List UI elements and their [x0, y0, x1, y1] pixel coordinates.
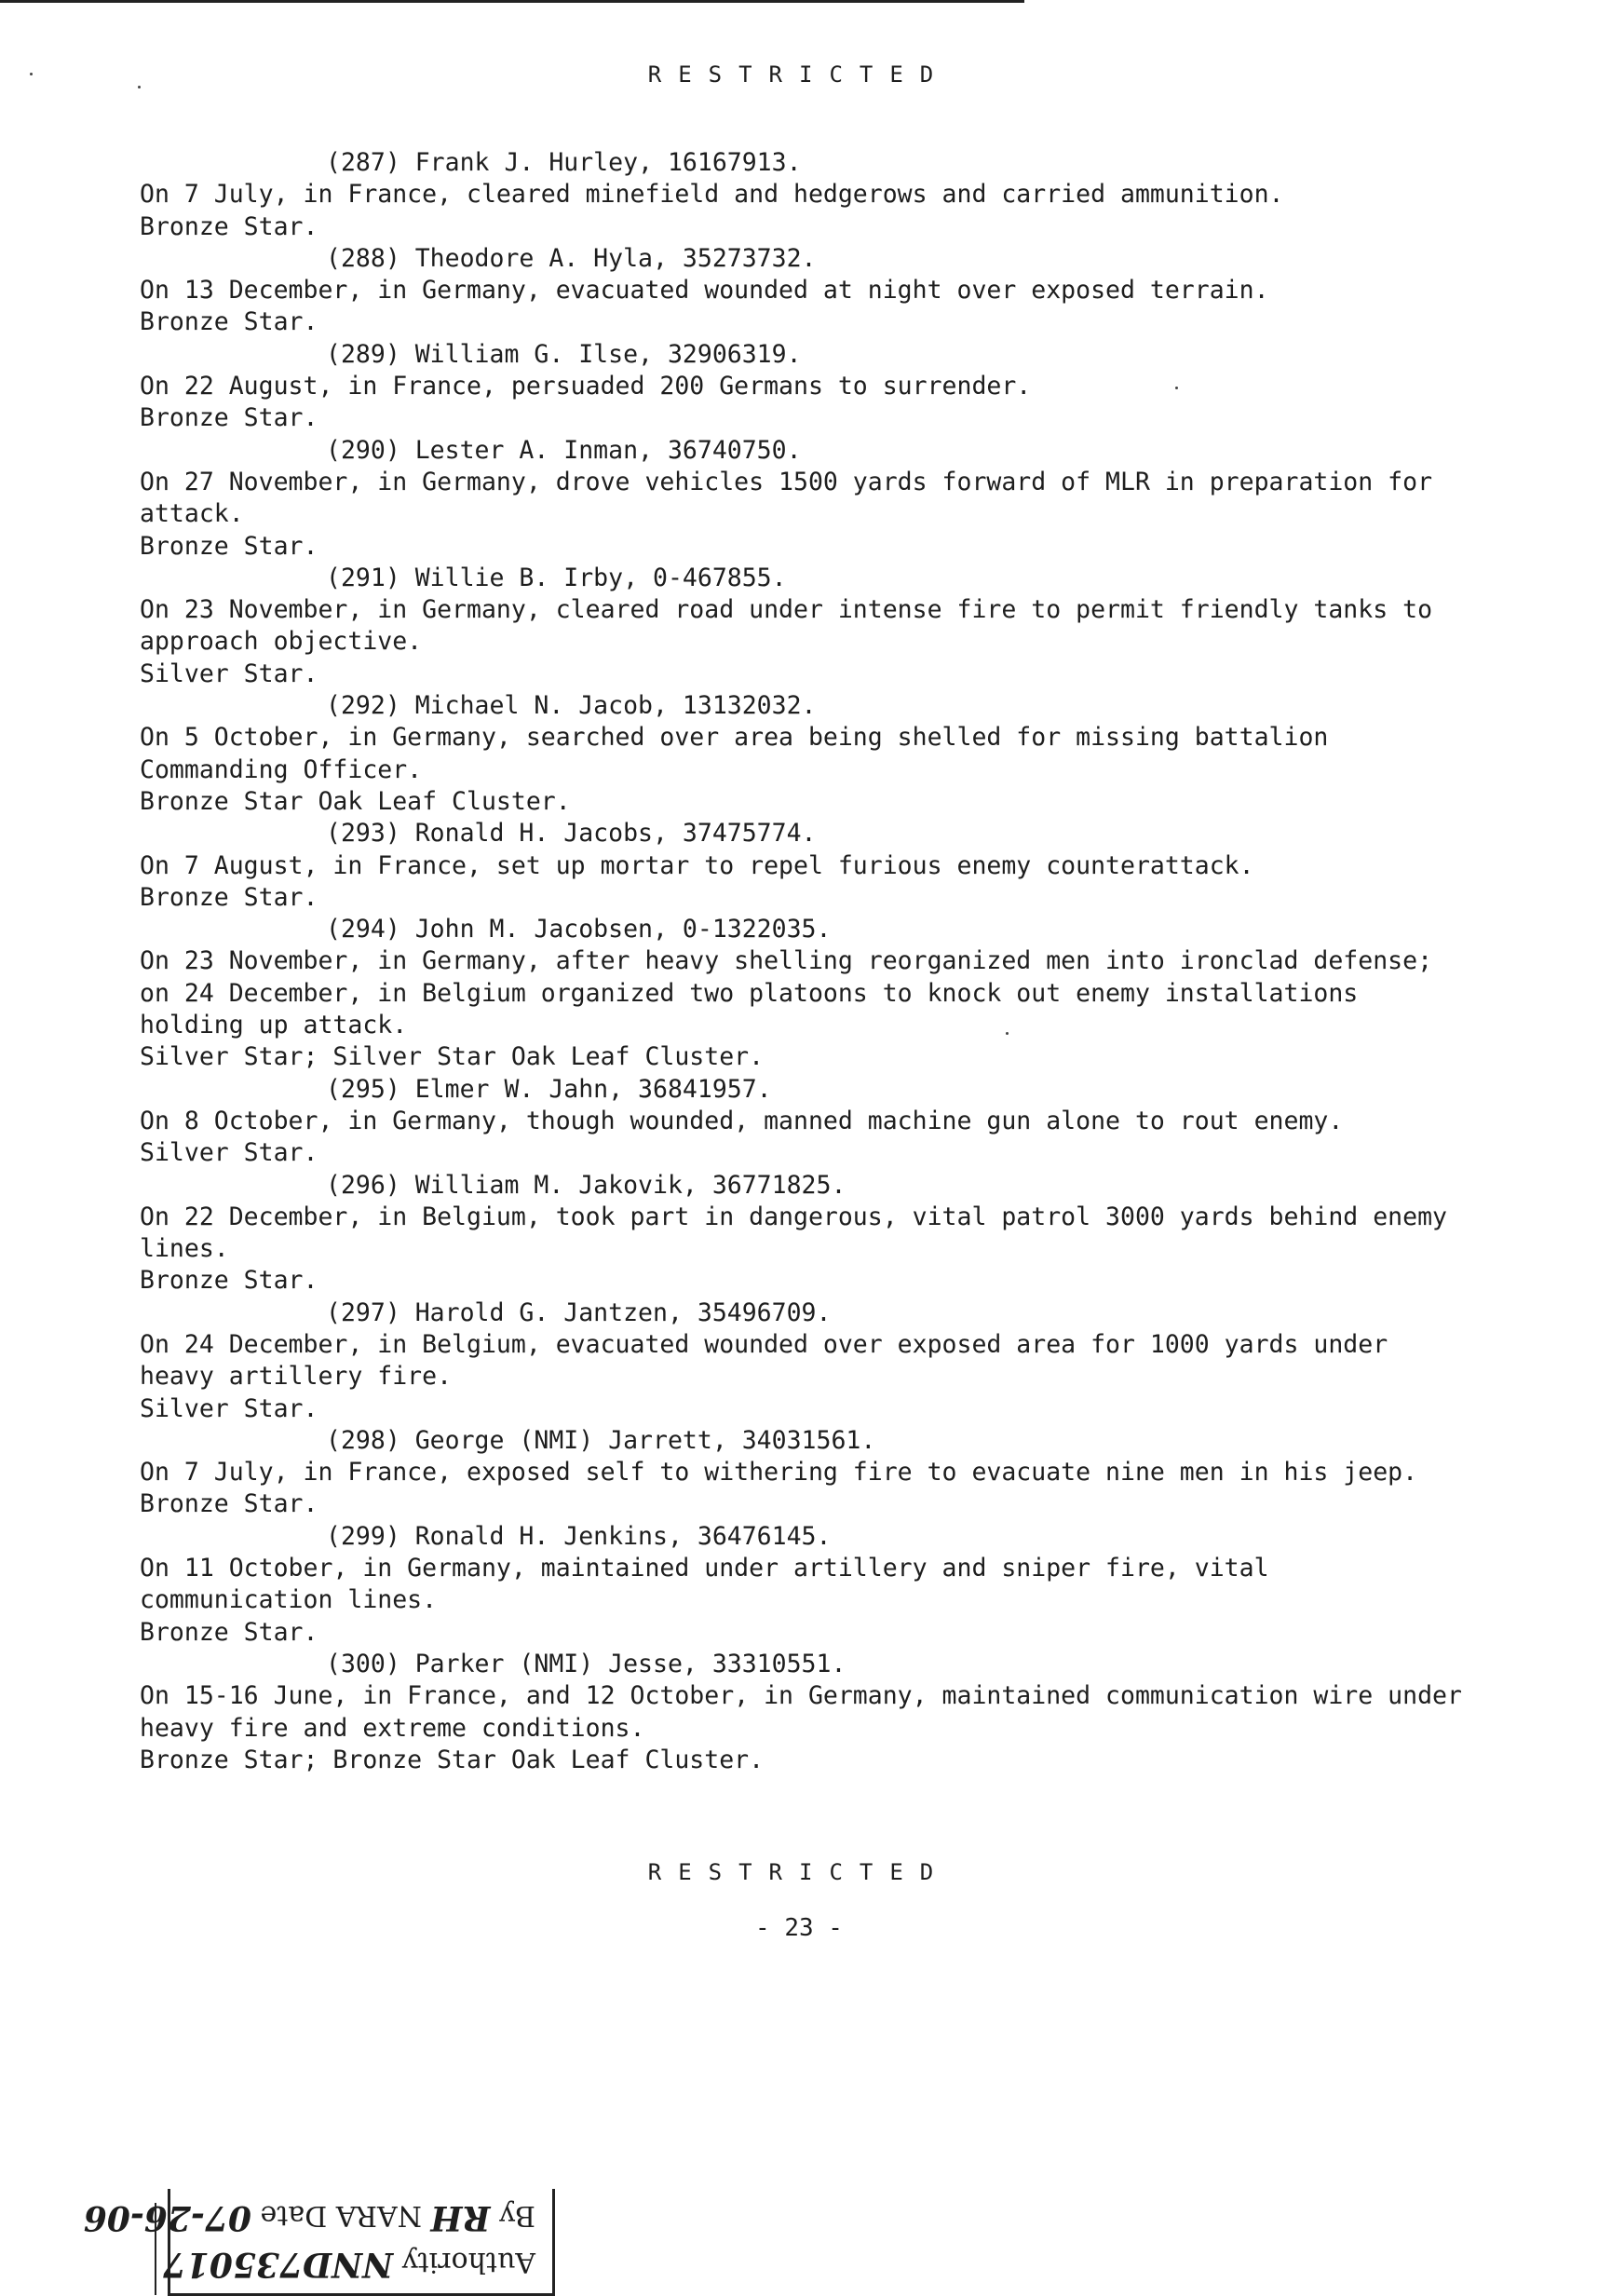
- entry-citation: On 13 December, in Germany, evacuated wounded at night over exposed terrain.: [140, 276, 1269, 306]
- entry-heading: (300) Parker (NMI) Jesse, 33310551.: [326, 1649, 846, 1678]
- entry-heading: (289) William G. Ilse, 32906319.: [326, 339, 802, 369]
- entry-award: Bronze Star.: [140, 1617, 318, 1647]
- entry-heading: (299) Ronald H. Jenkins, 36476145.: [326, 1521, 832, 1551]
- entry-heading: (291) Willie B. Irby, 0-467855.: [326, 563, 787, 592]
- header-restricted-stamp: RESTRICTED: [647, 61, 951, 88]
- entry-award: Silver Star.: [140, 1393, 318, 1423]
- authority-line: [163, 2245, 535, 2284]
- award-entry: [140, 1521, 1462, 1649]
- award-entry: [140, 1074, 1462, 1170]
- entry-citation: On 5 October, in Germany, searched over area being shelled for missing battalion Commanding Officer.: [140, 723, 1329, 784]
- award-entry: [140, 818, 1462, 914]
- entry-citation: On 23 November, in Germany, after heavy shelling reorganized men into ironclad defense; on 24 December, in Belgium organized two platoons to knock out enemy installations holding up attack.: [140, 946, 1433, 1040]
- entry-heading: (293) Ronald H. Jacobs, 37475774.: [326, 819, 817, 849]
- entry-citation: On 7 July, in France, cleared minefield and hedgerows and carried ammunition.: [140, 180, 1284, 210]
- footer-restricted-stamp: RESTRICTED: [647, 1859, 951, 1885]
- entry-citation: On 7 August, in France, set up mortar to repel furious enemy counterattack.: [140, 850, 1254, 880]
- entry-award: Silver Star.: [140, 1138, 318, 1168]
- top-edge-rule: [0, 0, 1024, 3]
- entry-heading: (298) George (NMI) Jarrett, 34031561.: [326, 1425, 876, 1455]
- award-entry: [140, 1297, 1462, 1425]
- entry-award: Silver Star; Silver Star Oak Leaf Cluster.: [140, 1042, 765, 1072]
- award-entry: [140, 914, 1462, 1073]
- scan-speck: [1175, 387, 1178, 389]
- entry-citation: On 22 December, in Belgium, took part in dangerous, vital patrol 3000 yards behind enemy lines.: [140, 1202, 1447, 1264]
- entry-award: Bronze Star.: [140, 211, 318, 241]
- nara-date-label: NARA Date: [260, 2199, 422, 2232]
- entry-award: Bronze Star.: [140, 403, 318, 433]
- entry-award: Bronze Star.: [140, 1489, 318, 1519]
- entry-award: Bronze Star Oak Leaf Cluster.: [140, 786, 571, 816]
- entry-heading: (288) Theodore A. Hyla, 35273732.: [326, 243, 817, 273]
- authority-value: NND735017: [162, 2245, 394, 2284]
- authority-label: Authority: [401, 2246, 535, 2278]
- nara-date-value: 07-26-06: [83, 2198, 251, 2237]
- award-entry: [140, 147, 1462, 243]
- by-label: By: [499, 2199, 535, 2232]
- entry-heading: (295) Elmer W. Jahn, 36841957.: [326, 1074, 772, 1104]
- entry-heading: (294) John M. Jacobsen, 0-1322035.: [326, 915, 832, 944]
- award-entries-list: [140, 147, 1462, 1776]
- entry-citation: On 22 August, in France, persuaded 200 Germans to surrender.: [140, 372, 1032, 401]
- entry-citation: On 27 November, in Germany, drove vehicles 1500 yards forward of MLR in preparation for attack.: [140, 467, 1433, 529]
- nara-date-line: [84, 2198, 535, 2237]
- entry-heading: (296) William M. Jakovik, 36771825.: [326, 1170, 846, 1200]
- award-entry: [140, 339, 1462, 435]
- entry-citation: On 15-16 June, in France, and 12 October, in Germany, maintained communication wire under heavy fire and extreme conditions.: [140, 1681, 1462, 1743]
- entry-award: Bronze Star.: [140, 1266, 318, 1296]
- entry-citation: On 24 December, in Belgium, evacuated wounded over exposed area for 1000 yards under heavy artillery fire.: [140, 1329, 1388, 1392]
- entry-citation: On 8 October, in Germany, though wounded, manned machine gun alone to rout enemy.: [140, 1106, 1344, 1135]
- scan-speck: [138, 86, 141, 88]
- entry-award: Bronze Star; Bronze Star Oak Leaf Cluster.: [140, 1745, 765, 1774]
- entry-citation: On 7 July, in France, exposed self to withering fire to evacuate nine men in his jeep.: [140, 1458, 1418, 1488]
- entry-award: Bronze Star.: [140, 882, 318, 912]
- entry-citation: On 23 November, in Germany, cleared road under intense fire to permit friendly tanks to approach objective.: [140, 595, 1433, 657]
- scan-speck: [1006, 1032, 1009, 1035]
- award-entry: [140, 1649, 1462, 1776]
- award-entry: [140, 435, 1462, 563]
- entry-heading: (297) Harold G. Jantzen, 35496709.: [326, 1297, 832, 1327]
- by-initials: RH: [430, 2198, 491, 2237]
- entry-heading: (290) Lester A. Inman, 36740750.: [326, 435, 802, 465]
- award-entry: [140, 563, 1462, 690]
- entry-citation: On 11 October, in Germany, maintained under artillery and sniper fire, vital communication lines.: [140, 1554, 1269, 1615]
- award-entry: [140, 1425, 1462, 1521]
- entry-award: Silver Star.: [140, 659, 318, 688]
- award-entry: [140, 1170, 1462, 1297]
- entry-award: Bronze Star.: [140, 307, 318, 337]
- entry-heading: (287) Frank J. Hurley, 16167913.: [326, 148, 802, 177]
- entry-heading: (292) Michael N. Jacob, 13132032.: [326, 691, 817, 721]
- award-entry: [140, 690, 1462, 818]
- award-entry: [140, 243, 1462, 339]
- authority-stamp: [83, 2189, 555, 2296]
- scan-speck: [30, 73, 33, 75]
- page-number: - 23 -: [755, 1914, 843, 1942]
- entry-award: Bronze Star.: [140, 531, 318, 561]
